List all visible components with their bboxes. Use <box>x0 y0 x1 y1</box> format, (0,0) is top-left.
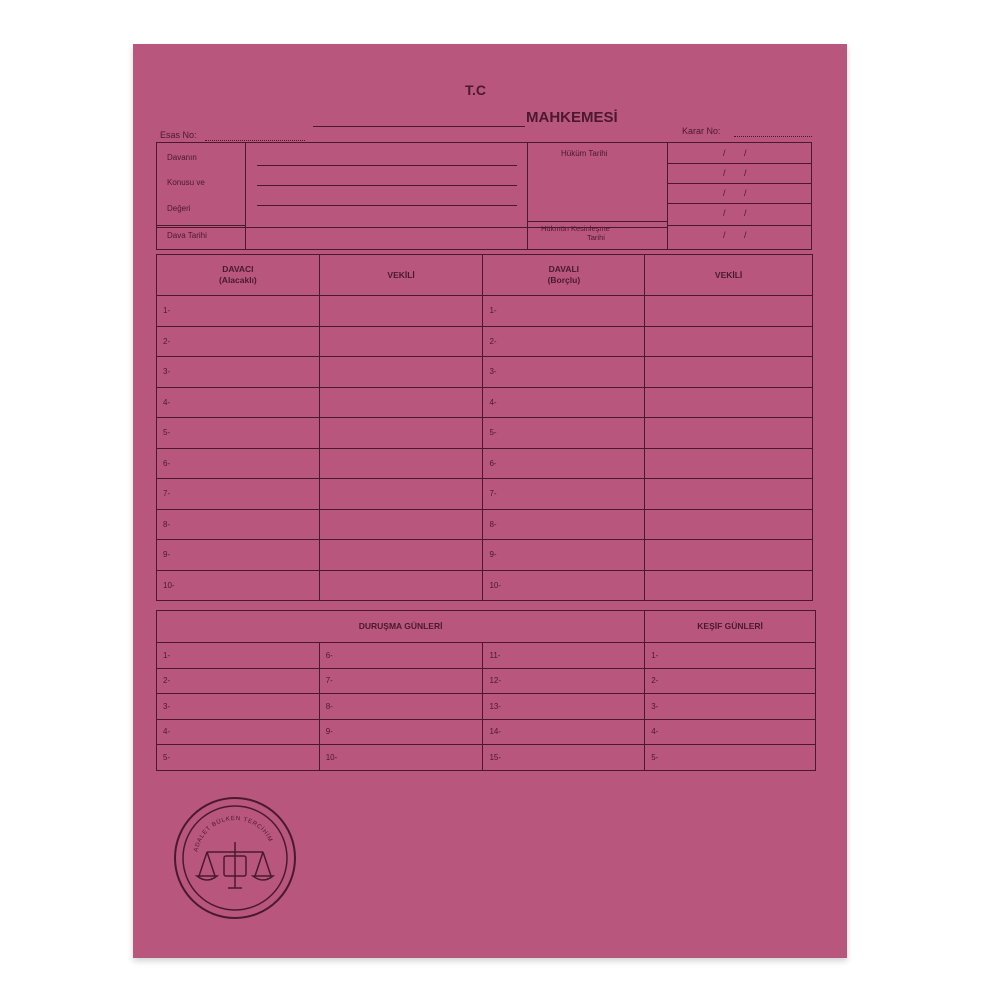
row-number: 10- <box>483 570 645 601</box>
davanin-label: Davanın <box>167 153 197 162</box>
write-line <box>257 185 517 186</box>
row-number: 2- <box>645 668 816 694</box>
cell <box>319 570 483 601</box>
hearing-header-row <box>157 611 816 643</box>
row-number: 8- <box>483 509 645 540</box>
row-number: 7- <box>319 668 483 694</box>
col-header-sub: (Alacaklı) <box>218 275 257 285</box>
cell <box>645 296 813 327</box>
row-number: 4- <box>157 719 320 745</box>
divider <box>667 163 811 164</box>
row-number: 13- <box>483 694 645 720</box>
col-header-davali <box>483 255 645 296</box>
row-number: 6- <box>483 448 645 479</box>
cell <box>319 509 483 540</box>
kesinlesme-label: Hükmün Kesinleşme <box>541 224 610 233</box>
row-number: 3- <box>157 357 320 388</box>
table-row <box>157 509 813 540</box>
divider <box>527 143 528 249</box>
date-mark: / / <box>723 208 755 218</box>
col-header-davaci <box>157 255 320 296</box>
court-name-line <box>313 126 525 127</box>
table-row <box>157 326 813 357</box>
row-number: 1- <box>157 296 320 327</box>
cell <box>645 418 813 449</box>
row-number: 10- <box>157 570 320 601</box>
row-number: 7- <box>157 479 320 510</box>
hukum-tarihi-label: Hüküm Tarihi <box>561 149 608 158</box>
row-number: 6- <box>157 448 320 479</box>
scales-of-justice-icon <box>197 842 273 888</box>
table-row <box>157 540 813 571</box>
cell <box>319 418 483 449</box>
date-mark: / / <box>723 188 755 198</box>
cell <box>645 387 813 418</box>
col-header-line: VEKİLİ <box>387 269 415 280</box>
divider <box>527 221 667 222</box>
divider <box>245 143 246 249</box>
cell <box>645 479 813 510</box>
row-number: 2- <box>483 326 645 357</box>
cell <box>319 326 483 357</box>
header-court: MAHKEMESİ <box>526 109 618 126</box>
case-info-box <box>156 142 812 250</box>
row-number: 14- <box>483 719 645 745</box>
divider <box>667 225 811 226</box>
durusma-gunleri-header: DURUŞMA GÜNLERİ <box>157 611 645 643</box>
table-row <box>157 643 816 669</box>
cell <box>645 509 813 540</box>
date-mark: / / <box>723 148 755 158</box>
header-tc: T.C <box>465 82 486 98</box>
row-number: 15- <box>483 745 645 771</box>
cell <box>645 357 813 388</box>
divider <box>667 143 668 249</box>
row-number: 6- <box>319 643 483 669</box>
row-number: 9- <box>483 540 645 571</box>
row-number: 1- <box>645 643 816 669</box>
row-number: 9- <box>157 540 320 571</box>
table-row <box>157 745 816 771</box>
write-line <box>257 205 517 206</box>
cell <box>645 448 813 479</box>
table-row <box>157 418 813 449</box>
hearing-days-table <box>156 610 816 771</box>
write-line <box>257 165 517 166</box>
karar-no-label: Karar No: <box>682 126 721 136</box>
col-header-line: VEKİLİ <box>714 269 743 280</box>
table-row <box>157 448 813 479</box>
cell <box>319 387 483 418</box>
cell <box>319 448 483 479</box>
row-number: 3- <box>157 694 320 720</box>
table-row <box>157 357 813 388</box>
row-number: 8- <box>157 509 320 540</box>
cell <box>645 540 813 571</box>
table-row <box>157 387 813 418</box>
row-number: 1- <box>483 296 645 327</box>
konusu-label: Konusu ve <box>167 178 205 187</box>
row-number: 11- <box>483 643 645 669</box>
row-number: 10- <box>319 745 483 771</box>
cell <box>645 570 813 601</box>
esas-no-line <box>205 140 305 141</box>
row-number: 4- <box>157 387 320 418</box>
row-number: 3- <box>645 694 816 720</box>
date-mark: / / <box>723 230 755 240</box>
row-number: 3- <box>483 357 645 388</box>
col-header-line: DAVACI <box>222 264 254 274</box>
kesif-gunleri-header: KEŞİF GÜNLERİ <box>645 611 816 643</box>
row-number: 9- <box>319 719 483 745</box>
divider <box>157 225 245 226</box>
col-header-vekili-2 <box>645 255 813 296</box>
row-number: 5- <box>483 418 645 449</box>
justice-seal-icon <box>173 796 297 920</box>
table-row <box>157 668 816 694</box>
table-row <box>157 694 816 720</box>
kesinlesme-label-2: Tarihi <box>587 233 605 242</box>
row-number: 5- <box>645 745 816 771</box>
karar-no-line <box>734 136 812 137</box>
row-number: 1- <box>157 643 320 669</box>
table-row <box>157 296 813 327</box>
divider <box>667 203 811 204</box>
dava-tarihi-label: Dava Tarihi <box>167 231 207 240</box>
date-mark: / / <box>723 168 755 178</box>
cell <box>645 326 813 357</box>
court-file-folder <box>133 44 847 958</box>
row-number: 8- <box>319 694 483 720</box>
cell <box>319 357 483 388</box>
divider <box>667 183 811 184</box>
row-number: 12- <box>483 668 645 694</box>
seal-text: ADALET BÜLKEN TERCİHİM <box>193 815 274 853</box>
cell <box>319 296 483 327</box>
row-number: 4- <box>483 387 645 418</box>
row-number: 2- <box>157 668 320 694</box>
col-header-vekili <box>319 255 483 296</box>
table-row <box>157 479 813 510</box>
row-number: 4- <box>645 719 816 745</box>
esas-no-label: Esas No: <box>160 130 197 140</box>
table-row <box>157 719 816 745</box>
row-number: 5- <box>157 418 320 449</box>
row-number: 5- <box>157 745 320 771</box>
parties-table <box>156 254 813 601</box>
degeri-label: Değeri <box>167 204 191 213</box>
col-header-sub: (Borçlu) <box>547 275 581 285</box>
cell <box>319 540 483 571</box>
col-header-line: DAVALI <box>548 264 580 274</box>
cell <box>319 479 483 510</box>
table-row <box>157 570 813 601</box>
parties-header-row <box>157 255 813 296</box>
row-number: 2- <box>157 326 320 357</box>
row-number: 7- <box>483 479 645 510</box>
